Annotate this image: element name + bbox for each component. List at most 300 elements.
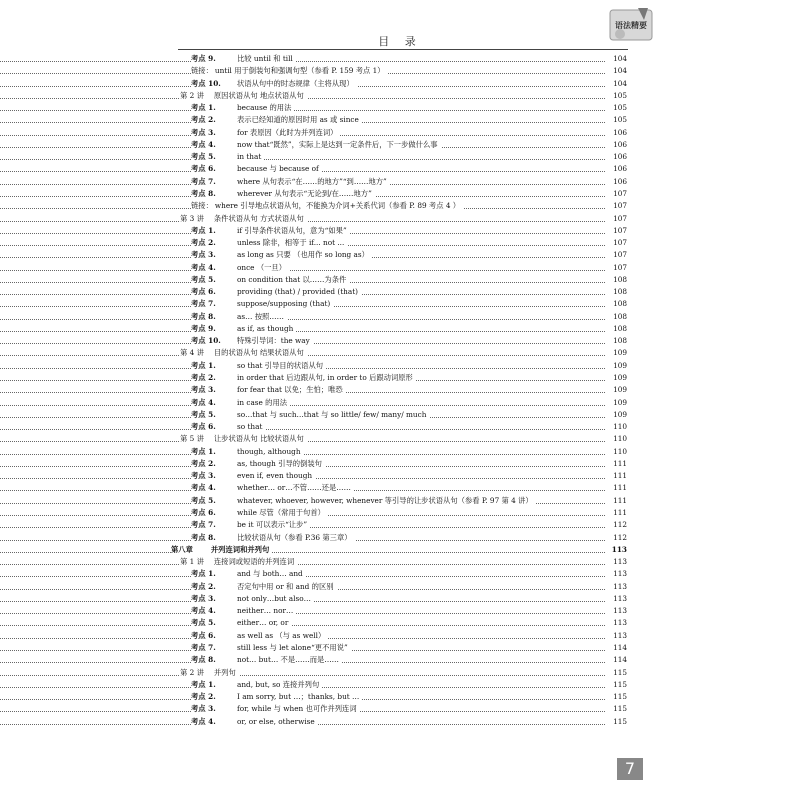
toc-entry-title: as long as 只要 （也用作 so long as） — [237, 250, 369, 260]
toc-entry-heading — [191, 274, 349, 286]
toc-entry-heading — [191, 605, 296, 617]
toc-entry — [0, 163, 800, 175]
toc-entry-page: 106 — [605, 151, 627, 163]
toc-entry — [0, 642, 800, 654]
toc-entry-title: for 表原因（此时为并列连词） — [237, 127, 338, 137]
toc-entry-page: 108 — [605, 311, 627, 323]
toc-entry-heading — [180, 556, 297, 568]
toc-entry-label: 考点 9. — [191, 323, 216, 333]
toc-entry-title: 特殊引导词：the way — [237, 336, 310, 346]
toc-entry-page: 109 — [605, 347, 627, 359]
toc-entry-page: 115 — [605, 679, 627, 691]
toc-entry-title: 并列连词和并列句 — [210, 544, 270, 554]
dot-leader — [0, 429, 605, 430]
toc-entry — [0, 262, 800, 274]
toc-entry-page: 110 — [605, 446, 627, 458]
toc-entry — [0, 176, 800, 188]
toc-entry — [0, 311, 800, 323]
toc-entry-leader — [0, 630, 605, 642]
toc-entry-page: 114 — [605, 642, 627, 654]
toc-entry-title: because 的用法 — [237, 103, 292, 113]
toc-entry-page: 111 — [605, 458, 627, 470]
toc-entry-leader — [0, 519, 605, 531]
toc-entry-page: 109 — [605, 409, 627, 421]
toc-entry-title: either… or, or — [237, 618, 289, 628]
toc-entry-heading — [180, 213, 307, 225]
toc-entry — [0, 716, 800, 728]
toc-entry-page: 107 — [605, 200, 627, 212]
toc-entry-page: 110 — [605, 421, 627, 433]
toc-entry-page: 115 — [605, 716, 627, 728]
toc-entry-page: 107 — [605, 249, 627, 261]
toc-entry — [0, 470, 800, 482]
toc-entry-title: for, while 与 when 也可作并列连词 — [237, 704, 357, 714]
dot-leader — [0, 159, 605, 160]
toc-entry-title: as well as （与 as well） — [237, 630, 326, 640]
toc-entry-heading — [191, 421, 265, 433]
toc-entry-leader — [0, 458, 605, 470]
toc-entry — [0, 703, 800, 715]
toc-entry-title: as… 按照…… — [237, 311, 284, 321]
toc-entry-title: until 用于倒装句和强调句型（参看 P. 159 考点 1） — [214, 66, 385, 76]
toc-entry-title: for fear that 以免；生怕；唯恐 — [237, 385, 343, 395]
toc-entry-heading — [191, 78, 357, 90]
toc-entry-label: 考点 5. — [191, 618, 216, 628]
toc-entry — [0, 507, 800, 519]
toc-entry-label: 链接： — [191, 66, 213, 76]
toc-entry-title: 比较 until 和 till — [237, 54, 293, 63]
toc-entry-heading — [191, 532, 355, 544]
toc-entry-leader — [0, 176, 605, 188]
toc-entry-label: 第 5 讲 — [180, 434, 204, 444]
toc-entry-title: on condition that 以……为条件 — [237, 274, 347, 284]
toc-entry-leader — [0, 446, 605, 458]
toc-entry-title: even if, even though — [237, 471, 313, 481]
toc-entry-label: 考点 6. — [191, 422, 216, 432]
toc-entry-heading — [191, 286, 361, 298]
toc-entry-leader — [0, 568, 605, 580]
toc-entry-label: 考点 4. — [191, 606, 216, 616]
toc-entry-title: neither… nor… — [237, 606, 294, 616]
toc-entry — [0, 667, 800, 679]
toc-entry-label: 考点 5. — [191, 152, 216, 162]
toc-entry-page: 106 — [605, 127, 627, 139]
toc-entry-heading — [191, 642, 351, 654]
toc-entry — [0, 360, 800, 372]
toc-entry-title: once （一旦） — [237, 262, 287, 272]
toc-entry-title: so that 引导目的状语从句 — [237, 360, 324, 370]
toc-entry-label: 考点 6. — [191, 164, 216, 174]
toc-entry-page: 113 — [605, 544, 627, 556]
toc-entry-leader — [0, 311, 605, 323]
toc-entry — [0, 556, 800, 568]
toc-entry-title: wherever 从句表示“无论到/在……地方” — [237, 188, 372, 198]
toc-entry-heading — [180, 433, 307, 445]
toc-entry-label: 考点 8. — [191, 188, 216, 198]
toc-entry-page: 111 — [605, 495, 627, 507]
toc-entry-title: 状语从句中的时态规律（主将从现） — [237, 78, 354, 88]
toc-entry — [0, 421, 800, 433]
toc-entry — [0, 323, 800, 335]
toc-entry — [0, 384, 800, 396]
toc-entry-title: 否定句中用 or 和 and 的区别 — [237, 581, 334, 591]
toc-entry — [0, 654, 800, 666]
toc-entry-leader — [0, 397, 605, 409]
toc-entry-label: 第 2 讲 — [180, 90, 204, 100]
toc-entry-page: 113 — [605, 556, 627, 568]
toc-entry-leader — [0, 237, 605, 249]
toc-entry-heading — [191, 65, 388, 77]
toc-entry-label: 考点 7. — [191, 520, 216, 530]
toc-entry-leader — [0, 642, 605, 654]
toc-entry-heading — [191, 617, 291, 629]
toc-entry-heading — [191, 151, 264, 163]
toc-entry-heading — [191, 397, 290, 409]
dot-leader — [0, 61, 605, 62]
toc-entry-title: and, but, so 连接并列句 — [237, 679, 320, 689]
toc-entry-page: 113 — [605, 593, 627, 605]
toc-entry-title: in case 的用法 — [237, 397, 288, 407]
toc-entry-leader — [0, 532, 605, 544]
toc-entry-title: not… but… 不是……而是…… — [237, 655, 339, 665]
toc-entry-label: 考点 4. — [191, 262, 216, 272]
toc-entry — [0, 139, 800, 151]
toc-entry-title: where 引导地点状语从句，不能换为介词+关系代词（参看 P. 89 考点 4 ） — [214, 201, 461, 211]
toc-entry-leader — [0, 114, 605, 126]
toc-entry-page: 107 — [605, 237, 627, 249]
toc-entry — [0, 225, 800, 237]
toc-entry-title: as if, as though — [237, 323, 294, 333]
toc-entry-page: 111 — [605, 482, 627, 494]
toc-entry-page: 115 — [605, 703, 627, 715]
toc-entry-title: 表示已经知道的原因时用 as 或 since — [237, 115, 359, 125]
toc-entry-title: or, or else, otherwise — [237, 716, 315, 726]
toc-entry-leader — [0, 581, 605, 593]
toc-entry — [0, 495, 800, 507]
toc-entry-label: 考点 7. — [191, 299, 216, 309]
toc-entry-leader — [0, 691, 605, 703]
toc-entry-heading — [191, 311, 287, 323]
toc-entry — [0, 409, 800, 421]
toc-entry-title: providing (that) / provided (that) — [237, 287, 359, 297]
toc-entry-title: in order that 后边跟从句, in order to 后跟动词原形 — [237, 373, 413, 383]
toc-entry-heading — [180, 667, 239, 679]
toc-entry-page: 111 — [605, 507, 627, 519]
toc-entry-heading — [191, 200, 463, 212]
toc-entry-page: 109 — [605, 384, 627, 396]
toc-entry-page: 108 — [605, 286, 627, 298]
toc-entry-leader — [0, 507, 605, 519]
toc-entry-heading — [191, 679, 322, 691]
toc-entry-page: 108 — [605, 323, 627, 335]
toc-entry-title: 比较状语从句（参看 P.36 第三章） — [237, 532, 352, 542]
toc-entry-title: 让步状语从句 比较状语从句 — [213, 434, 304, 444]
toc-entry-heading — [191, 384, 346, 396]
toc-entry-title: be it 可以表示“让步” — [237, 520, 308, 530]
toc-entry-heading — [191, 716, 318, 728]
toc-entry-heading — [191, 188, 375, 200]
toc-entry-leader — [0, 667, 605, 679]
toc-entry-leader — [0, 433, 605, 445]
toc-entry-page: 113 — [605, 568, 627, 580]
toc-entry-title: now that“既然”，实际上是达到一定条件后，下一步做什么事 — [237, 139, 438, 149]
toc-entry-leader — [0, 347, 605, 359]
toc-entry — [0, 617, 800, 629]
toc-entry — [0, 568, 800, 580]
toc-entry-label: 考点 2. — [191, 458, 216, 468]
toc-entry — [0, 237, 800, 249]
toc-entry-page: 106 — [605, 139, 627, 151]
toc-entry-label: 考点 2. — [191, 692, 216, 702]
toc-entry-heading — [191, 691, 362, 703]
toc-entry-heading — [191, 249, 372, 261]
toc-entry-leader — [0, 679, 605, 691]
toc-entry-leader — [0, 78, 605, 90]
toc-entry-label: 第 4 讲 — [180, 348, 204, 358]
toc-entry-label: 考点 1. — [191, 679, 216, 689]
toc-entry-page: 110 — [605, 433, 627, 445]
toc-entry-leader — [0, 421, 605, 433]
toc-entry-label: 考点 5. — [191, 495, 216, 505]
toc-entry-title: if 引导条件状语从句，意为“如果” — [237, 225, 347, 235]
toc-entry — [0, 532, 800, 544]
toc-entry-label: 链接： — [191, 201, 213, 211]
toc-entry-heading — [191, 323, 296, 335]
toc-entry — [0, 372, 800, 384]
toc-entry-heading — [191, 581, 337, 593]
dot-leader — [0, 331, 605, 332]
toc-entry-page: 115 — [605, 667, 627, 679]
toc-entry-heading — [191, 630, 328, 642]
toc-entry-page: 108 — [605, 298, 627, 310]
toc-entry-leader — [0, 298, 605, 310]
toc-entry-leader — [0, 127, 605, 139]
toc-entry-page: 107 — [605, 225, 627, 237]
toc-entry-leader — [0, 703, 605, 715]
toc-entry-heading — [191, 654, 342, 666]
dot-leader — [0, 110, 605, 111]
toc-entry-leader — [0, 225, 605, 237]
toc-entry-heading — [191, 409, 429, 421]
toc-entry-page: 109 — [605, 372, 627, 384]
dot-leader — [0, 625, 605, 626]
toc-entry-heading — [191, 593, 314, 605]
toc-entry-label: 考点 3. — [191, 471, 216, 481]
toc-entry-leader — [0, 213, 605, 225]
toc-entry-label: 考点 6. — [191, 507, 216, 517]
dot-leader — [0, 270, 605, 271]
toc-entry-heading — [191, 176, 390, 188]
toc-entry-title: as, though 引导的倒装句 — [237, 458, 322, 468]
toc-entry-label: 考点 5. — [191, 409, 216, 419]
toc-entry-leader — [0, 53, 605, 65]
toc-entry-title: 并列句 — [213, 667, 236, 677]
toc-entry-leader — [0, 163, 605, 175]
toc-entry — [0, 53, 800, 65]
toc-entry-leader — [0, 384, 605, 396]
toc-entry-leader — [0, 605, 605, 617]
toc-entry-title: and 与 both… and — [237, 569, 303, 579]
toc-entry — [0, 200, 800, 212]
toc-entry-label: 考点 6. — [191, 287, 216, 297]
book-logo — [608, 6, 654, 44]
toc-entry-page: 112 — [605, 532, 627, 544]
toc-entry — [0, 127, 800, 139]
toc-entry-title: while 尽管（常用于句首） — [237, 507, 325, 517]
toc-entry-title: unless 除非，相等于 if... not ... — [237, 238, 345, 248]
toc-entry-page: 105 — [605, 102, 627, 114]
toc-entry-label: 第 3 讲 — [180, 213, 204, 223]
toc-entry — [0, 274, 800, 286]
toc-entry — [0, 544, 800, 556]
dot-leader — [0, 552, 605, 553]
toc-entry-page: 106 — [605, 163, 627, 175]
toc-entry-heading — [191, 53, 296, 65]
toc-entry — [0, 458, 800, 470]
toc-entry-page: 107 — [605, 188, 627, 200]
toc-entry-heading — [180, 347, 307, 359]
toc-entry-page: 104 — [605, 65, 627, 77]
toc-entry — [0, 397, 800, 409]
toc-entry-title: where 从句表示“在……的地方”“到……地方” — [237, 176, 387, 186]
toc-entry-heading — [191, 139, 441, 151]
toc-entry-page: 114 — [605, 654, 627, 666]
toc-entry-page: 113 — [605, 630, 627, 642]
toc-entry — [0, 188, 800, 200]
toc-entry — [0, 249, 800, 261]
dot-leader — [0, 675, 605, 676]
toc-entry — [0, 347, 800, 359]
toc-entry-label: 考点 9. — [191, 54, 216, 63]
toc-entry-page: 104 — [605, 53, 627, 65]
toc-entry-page: 111 — [605, 470, 627, 482]
toc-entry-label: 第八章 — [171, 544, 193, 554]
toc-entry — [0, 446, 800, 458]
toc-entry-page: 105 — [605, 114, 627, 126]
toc-entry-page: 105 — [605, 90, 627, 102]
toc-entry-leader — [0, 200, 605, 212]
toc-entry-label: 考点 3. — [191, 250, 216, 260]
toc-entry-title: in that — [237, 152, 262, 162]
toc-entry-label: 考点 8. — [191, 655, 216, 665]
toc-entry-title: 连接词或短语的并列连词 — [213, 557, 295, 567]
logo-text: 语法精要 — [615, 21, 647, 30]
toc-entry-leader — [0, 262, 605, 274]
toc-entry-leader — [0, 335, 605, 347]
toc-entry-label: 考点 7. — [191, 176, 216, 186]
toc-entry-leader — [0, 323, 605, 335]
toc-entry — [0, 482, 800, 494]
toc-entry-page: 109 — [605, 397, 627, 409]
toc-entry-page: 109 — [605, 360, 627, 372]
toc-entry-heading — [180, 90, 307, 102]
toc-entry-label: 考点 4. — [191, 397, 216, 407]
toc-entry-label: 考点 1. — [191, 225, 216, 235]
toc-entry-leader — [0, 409, 605, 421]
toc-entry-heading — [191, 114, 362, 126]
toc-entry-heading — [191, 446, 304, 458]
toc-entry-label: 考点 3. — [191, 385, 216, 395]
toc-entry-heading — [191, 237, 347, 249]
page-header-title: 目 录 — [378, 35, 422, 48]
toc-entry — [0, 433, 800, 445]
toc-entry-heading — [191, 225, 350, 237]
toc-entry — [0, 581, 800, 593]
toc-entry-leader — [0, 593, 605, 605]
toc-entry-label: 考点 10. — [191, 78, 221, 88]
toc-entry-title: whether… or…不管……还是…… — [237, 483, 351, 493]
toc-entry-label: 考点 5. — [191, 274, 216, 284]
toc-entry-label: 考点 8. — [191, 532, 216, 542]
toc-entry-label: 第 1 讲 — [180, 557, 204, 567]
toc-entry-heading — [191, 360, 326, 372]
toc-entry-heading — [191, 163, 322, 175]
toc-entry-leader — [0, 544, 605, 556]
toc-entry-title: I am sorry, but …；thanks, but … — [237, 692, 360, 702]
toc-entry-label: 考点 1. — [191, 360, 216, 370]
toc-entry-title: whatever, whoever, however, whenever 等引导的让步状语从句（参看 P. 97 第 4 讲） — [237, 495, 533, 505]
toc-entry-heading — [191, 470, 315, 482]
toc-entry — [0, 605, 800, 617]
toc-entry-label: 第 2 讲 — [180, 667, 204, 677]
toc-entry-title: not only…but also… — [237, 593, 311, 603]
toc-entry-heading — [191, 127, 340, 139]
toc-entry-leader — [0, 495, 605, 507]
toc-entry — [0, 593, 800, 605]
toc-entry-page: 113 — [605, 581, 627, 593]
toc-entry-page: 113 — [605, 617, 627, 629]
toc-entry-page: 107 — [605, 213, 627, 225]
toc-entry-page: 115 — [605, 691, 627, 703]
page-number-badge: 7 — [617, 758, 643, 780]
toc-entry-title: still less 与 let alone“更不用说” — [237, 642, 348, 652]
toc-entry-heading — [191, 568, 306, 580]
toc-entry-leader — [0, 274, 605, 286]
toc-entry-title: so…that 与 such…that 与 so little/ few/ many/ much — [237, 409, 427, 419]
toc-entry-label: 考点 2. — [191, 581, 216, 591]
toc-entry-leader — [0, 65, 605, 77]
toc-entry-label: 考点 10. — [191, 336, 221, 346]
toc-entry-heading — [191, 458, 325, 470]
toc-entry — [0, 286, 800, 298]
toc-entry-label: 考点 4. — [191, 483, 216, 493]
toc-entry-leader — [0, 249, 605, 261]
toc-entry-leader — [0, 482, 605, 494]
toc-entry-page: 108 — [605, 335, 627, 347]
toc-entry-label: 考点 7. — [191, 642, 216, 652]
toc-entry-label: 考点 4. — [191, 716, 216, 726]
toc-entry-page: 108 — [605, 274, 627, 286]
toc-entry-title: so that — [237, 422, 263, 432]
toc-entry-page: 107 — [605, 262, 627, 274]
toc-entry-title: though, although — [237, 446, 301, 456]
toc-entry-label: 考点 2. — [191, 373, 216, 383]
toc-entry — [0, 630, 800, 642]
toc-entry-heading — [191, 262, 289, 274]
toc-entry-leader — [0, 617, 605, 629]
toc-entry — [0, 78, 800, 90]
toc-entry-label: 考点 2. — [191, 115, 216, 125]
toc-entry-label: 考点 1. — [191, 103, 216, 113]
toc-entry-heading — [191, 703, 360, 715]
toc-entry-label: 考点 2. — [191, 238, 216, 248]
toc-entry-title: 条件状语从句 方式状语从句 — [213, 213, 304, 223]
toc-entry-page: 113 — [605, 605, 627, 617]
toc-entry — [0, 298, 800, 310]
toc-entry-heading — [171, 544, 272, 556]
toc-entry-heading — [191, 507, 328, 519]
toc-entry-title: because 与 because of — [237, 164, 319, 174]
